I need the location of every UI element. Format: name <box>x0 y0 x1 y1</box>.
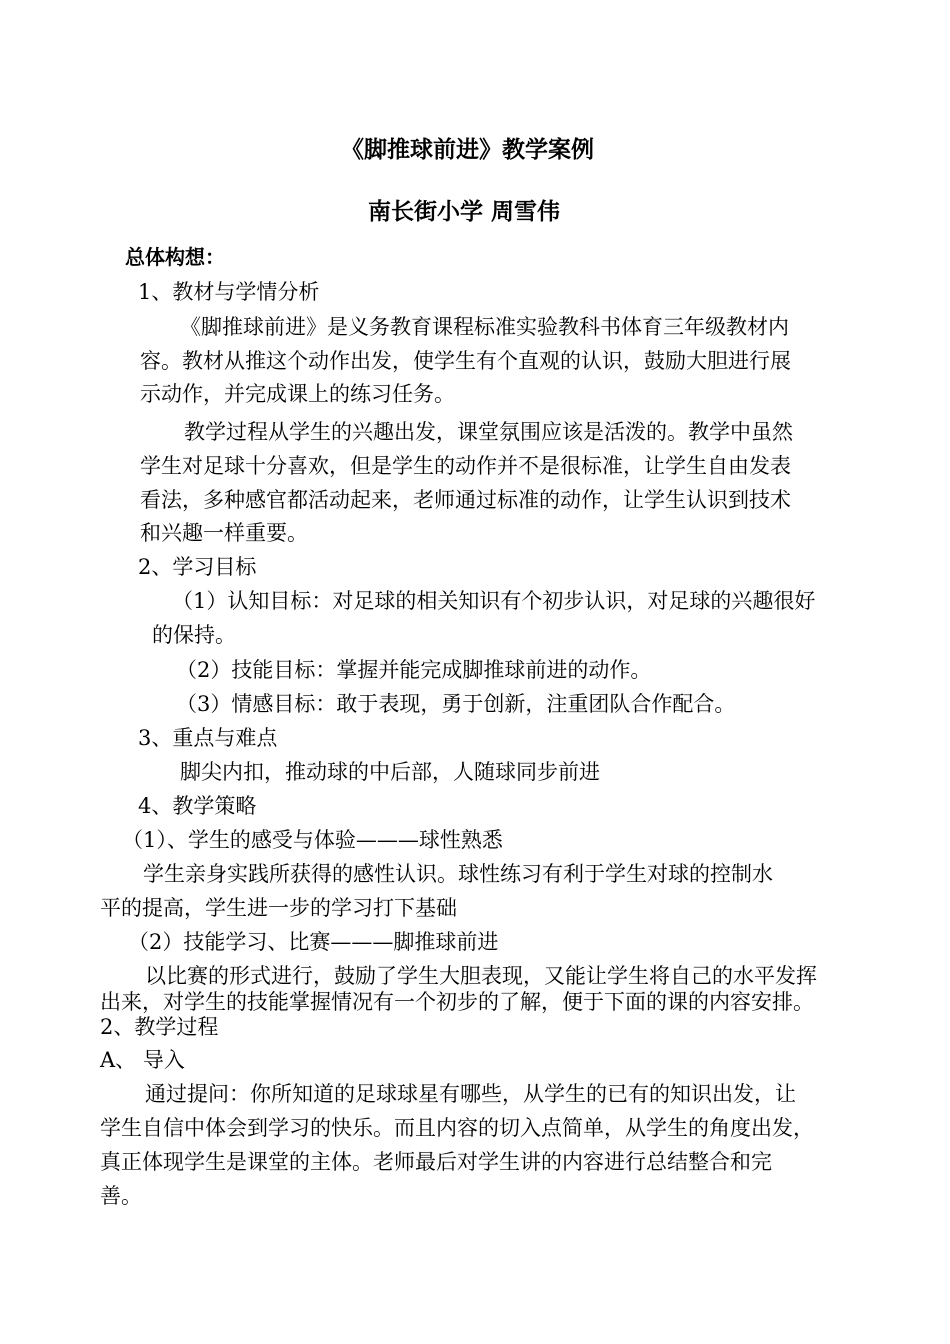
paragraph-line: （2）技能学习、比赛———脚推球前进 <box>128 930 499 954</box>
paragraph-line: 示动作，并完成课上的练习任务。 <box>140 382 455 406</box>
author-line: 南长街小学 周雪伟 <box>368 198 561 225</box>
paragraph-line: 《脚推球前进》是义务教育课程标准实验教科书体育三年级教材内 <box>180 315 789 339</box>
paragraph-line: 出来，对学生的技能掌握情况有一个初步的了解，便于下面的课的内容安排。 <box>100 990 814 1014</box>
paragraph-line: （1）、学生的感受与体验———球性熟悉 <box>122 828 503 852</box>
paragraph-line: 善。 <box>100 1184 142 1208</box>
paragraph-line: 以比赛的形式进行，鼓励了学生大胆表现，又能让学生将自己的水平发挥 <box>145 964 817 988</box>
section-heading: 4、教学策略 <box>138 794 257 818</box>
paragraph-line: 和兴趣一样重要。 <box>140 521 308 545</box>
overall-heading: 总体构想： <box>125 245 225 269</box>
paragraph-line: 真正体现学生是课堂的主体。老师最后对学生讲的内容进行总结整合和完 <box>100 1150 772 1174</box>
paragraph-line: 学生亲身实践所获得的感性认识。球性练习有利于学生对球的控制水 <box>143 862 773 886</box>
section-heading: 1、教材与学情分析 <box>138 280 320 304</box>
section-heading: 3、重点与难点 <box>138 726 278 750</box>
paragraph-line: 学生自信中体会到学习的快乐。而且内容的切入点简单，从学生的角度出发， <box>100 1116 814 1140</box>
section-heading: 2、学习目标 <box>138 555 257 579</box>
paragraph-line: （3）情感目标：敢于表现，勇于创新，注重团队合作配合。 <box>176 692 736 716</box>
section-heading: 2、教学过程 <box>100 1015 219 1039</box>
paragraph-line: 平的提高，学生进一步的学习打下基础 <box>100 896 457 920</box>
document-title: 《脚推球前进》教学案例 <box>341 136 594 163</box>
paragraph-line: 脚尖内扣，推动球的中后部，人随球同步前进 <box>180 760 600 784</box>
paragraph-line: 学生对足球十分喜欢，但是学生的动作并不是很标准，让学生自由发表 <box>140 454 791 478</box>
paragraph-line: 的保持。 <box>152 623 236 647</box>
paragraph-line: 容。教材从推这个动作出发，使学生有个直观的认识，鼓励大胆进行展 <box>140 349 791 373</box>
section-heading: A、 导入 <box>100 1048 185 1072</box>
paragraph-line: 教学过程从学生的兴趣出发，课堂氛围应该是活泼的。教学中虽然 <box>184 420 793 444</box>
paragraph-line: （2）技能目标：掌握并能完成脚推球前进的动作。 <box>176 658 652 682</box>
paragraph-line: 看法，多种感官都活动起来，老师通过标准的动作，让学生认识到技术 <box>140 488 791 512</box>
paragraph-line: 通过提问：你所知道的足球球星有哪些，从学生的已有的知识出发，让 <box>145 1082 796 1106</box>
paragraph-line: （1）认知目标：对足球的相关知识有个初步认识，对足球的兴趣很好 <box>172 589 816 613</box>
